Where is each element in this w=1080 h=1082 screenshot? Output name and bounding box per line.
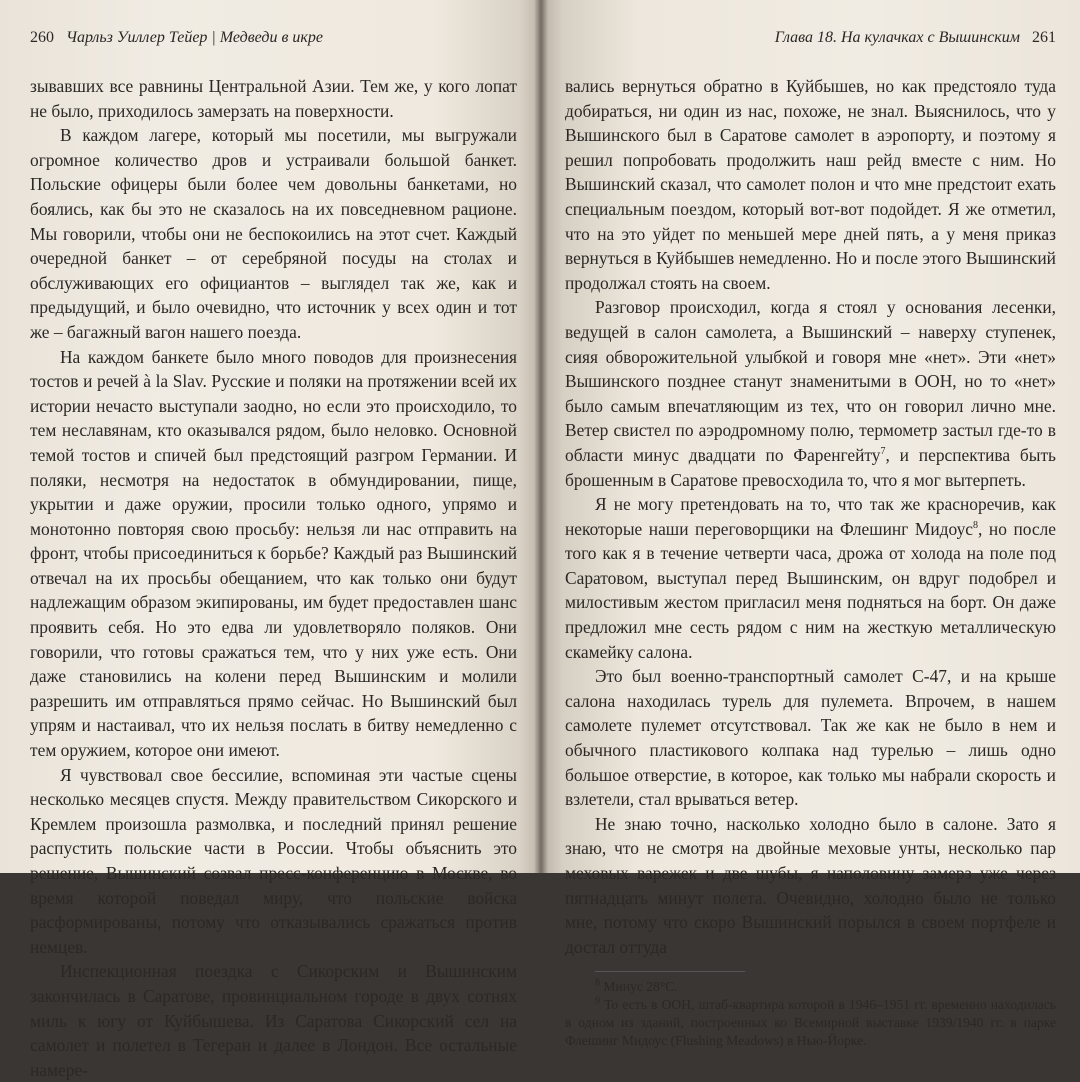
left-paragraph: На каждом банкете было много поводов для произнесения тостов и речей à la Slav. Русские и поляки на протяжении всей их истории нечасто выступали заодно, но если это происходило, то тем неславянам, кто оказывался рядом, было неловко. Основной темой тостов и спичей был предстоящий разгром Германии. И поляки, несмотря на недостаток в обмундировании, пище, укрытии и даже оружии, просили только одного, упрямо и монотонно повторяя свою просьбу: нельзя ли нас отправить на фронт, чтобы присоединиться к борьбе? Каждый раз Вышинский отвечал на их просьбы обещанием, что как только они будут надлежащим образом экипированы, им будет предоставлен шанс проявить себя. Но это едва ли удовлетворяло поляков. Они говорили, что готовы сражаться тем, что у них уже есть. Они даже становились на колени перед Вышинским и молили разрешить им отправляться прямо сейчас. Но Вышинский был упрям и настаивал, что их нельзя послать в битву немедленно с тем оружием, которое они имеют. xyxy=(30,346,517,761)
right-page-body xyxy=(565,74,1056,959)
right-running-head: Глава 18. На кулачках с Вышинским xyxy=(774,29,1020,46)
left-running-head: Чарльз Уиллер Тейер | Медведи в икре xyxy=(66,29,323,46)
left-page-number: 260 xyxy=(30,29,54,46)
right-paragraph: Я не могу претендовать на то, что так же красноречив, как некоторые наши переговорщики на Флешинг Мидоус$^8$, но после того как я в течение четверти часа, дрожа от холода на поле под Саратовом, выступал перед Вышинским, он вдруг подобрел и милостивым жестом пригласил меня подняться на борт. Он даже предложил мне сесть рядом с ним на жесткую металлическую скамейку салона. xyxy=(565,494,1056,662)
right-page-number: 261 xyxy=(1032,29,1056,46)
footnote-reference: 7 xyxy=(880,446,886,458)
right-paragraph: Разговор происходил, когда я стоял у основания лесенки, ведущей в салон самолета, а Вышинский – наверху ступенек, сияя обворожительной улыбкой и говоря мне «нет». Эти «нет» Вышинского позднее станут знаменитыми в ООН, но то «нет» было самым впечатляющим из тех, что он говорил лично мне. Ветер свистел по аэродромному полю, термометр застыл где-то в области минус двадцати по Фаренгейту$^7$, и перспектива быть брошенным в Саратове превосходила то, что я мог вытерпеть. xyxy=(565,297,1056,490)
footnote-mark: 8 xyxy=(595,977,600,989)
left-page-header xyxy=(30,28,517,48)
right-paragraph: Это был военно-транспортный самолет С-47, и на крыше салона находилась турель для пулемета. Впрочем, в нашем самолете пулемет отсутствовал. Так же как не было в нем и обычного пластикового колпака над турелью – лишь одно большое отверстие, в которое, как только мы набрали скорость и взлетели, стал врываться ветер. xyxy=(565,666,1056,810)
footnote: $^9$ То есть в ООН, штаб-квартира которой в 1946–1951 гг. временно находилась в одном из зданий, построенных ко Всемирной выставке 1939/1940 гг. в парке Флешинг Мидоус (Flushing Meadows) в Нью-Йорке. xyxy=(565,995,1056,1049)
right-paragraph: Не знаю точно, насколько холодно было в салоне. Зато я знаю, что не смотря на двойные меховые унты, несколько пар меховых варежек и две шубы, я наполовину замерз уже через пятнадцать минут полета. Очевидно, холодно было не только мне, потому что скоро Вышинский порылся в своем портфеле и достал оттуда xyxy=(565,813,1056,957)
left-page-body xyxy=(30,74,517,1082)
right-paragraph: вались вернуться обратно в Куйбышев, но как предстояло туда добираться, ни один из нас, похоже, не знал. Выяснилось, что у Вышинского был в Саратове самолет в аэропорту, и поэтому я решил попробовать продолжить наш рейд вместе с ним. Но Вышинский сказал, что самолет полон и что мне предстоит ехать специальным поездом, который вот-вот подойдет. Я же отметил, что на это уйдет по меньшей мере дней пять, а у меня приказ вернуться в Куйбышев немедленно. Но и после этого Вышинский продолжал стоять на своем. xyxy=(565,76,1056,293)
left-paragraph: Инспекционная поездка с Сикорским и Вышинским закончилась в Саратове, провинциальном городе в двух сотнях миль к югу от Куйбышева. Из Саратова Сикорский сел на самолет и полетел в Тегеран и далее в Лондон. Все остальные намере- xyxy=(30,961,517,1080)
left-paragraph: Я чувствовал свое бессилие, вспоминая эти частые сцены несколько месяцев спустя. Между правительством Сикорского и Кремлем произошла размолвка, и последний принял решение распустить польские части в России. Чтобы объяснить это решение, Вышинский созвал пресс-конференцию в Москве, во время которой поведал миру, что польские войска расформированы, потому что отказывались сражаться против немцев. xyxy=(30,764,517,957)
footnote: $^8$ Минус 28°С. xyxy=(595,977,678,995)
footnotes xyxy=(565,978,1056,1050)
footnote-reference: 8 xyxy=(972,519,978,531)
right-page-header xyxy=(565,28,1056,48)
book-gutter xyxy=(534,0,548,873)
left-paragraph: зывавших все равнины Центральной Азии. Тем же, у кого лопат не было, приходилось замерзать на поверхности. xyxy=(30,76,517,121)
right-page xyxy=(541,0,1080,1049)
footnote-divider xyxy=(595,971,745,972)
footnote-mark: 9 xyxy=(595,995,600,1007)
left-paragraph: В каждом лагере, который мы посетили, мы выгружали огромное количество дров и устраивали большой банкет. Польские офицеры были более чем довольны банкетами, но боялись, как бы это не сказалось на их повседневном рационе. Мы говорили, чтобы они не беспокоились на этот счет. Каждый очередной банкет – от серебряной посуды на столах и обслуживающих его официантов – выглядел так же, как и предыдущий, и было очевидно, что источник у всех один и тот же – багажный вагон нашего поезда. xyxy=(30,125,517,342)
